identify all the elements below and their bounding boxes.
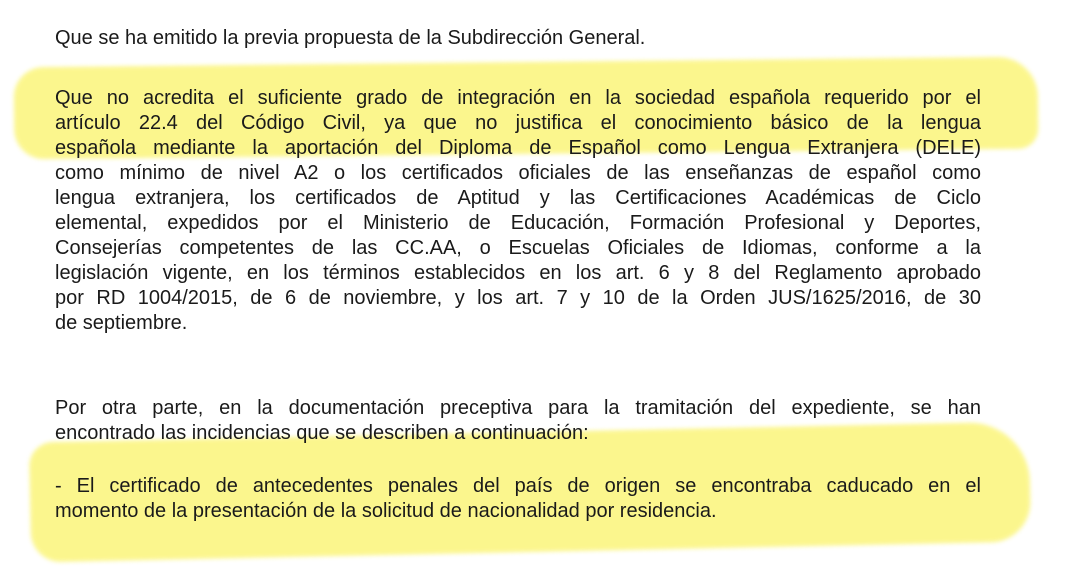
text-line: Por otra parte, en la documentación preceptiva para la tramitación del expediente, se han: [55, 397, 981, 419]
text-line: Que no acredita el suficiente grado de integración en la sociedad española requerido por el: [55, 87, 981, 109]
text-line: elemental, expedidos por el Ministerio de Educación, Formación Profesional y Deportes,: [55, 212, 981, 234]
text-line: lengua extranjera, los certificados de Aptitud y las Certificaciones Académicas de Ciclo: [55, 187, 981, 209]
text-line: - El certificado de antecedentes penales del país de origen se encontraba caducado en el: [55, 475, 981, 497]
paragraph-integration: [55, 86, 981, 336]
text-line: española mediante la aportación del Diploma de Español como Lengua Extranjera (DELE): [55, 137, 981, 159]
paragraph-proposal: [55, 26, 645, 51]
text-line: legislación vigente, en los términos establecidos en los art. 6 y 8 del Reglamento aprobado: [55, 262, 981, 284]
paragraph-incidence: [55, 474, 981, 524]
text-line: Consejerías competentes de las CC.AA, o Escuelas Oficiales de Idiomas, conforme a la: [55, 237, 981, 259]
text-line: como mínimo de nivel A2 o los certificados oficiales de las enseñanzas de español como: [55, 162, 981, 184]
text-line: artículo 22.4 del Código Civil, ya que no justifica el conocimiento básico de la lengua: [55, 112, 981, 134]
text-line: encontrado las incidencias que se describen a continuación:: [55, 422, 589, 444]
text-line: Que se ha emitido la previa propuesta de la Subdirección General.: [55, 27, 646, 49]
text-line: momento de la presentación de la solicitud de nacionalidad por residencia.: [55, 500, 717, 522]
text-line: de septiembre.: [55, 312, 188, 334]
paragraph-documentation: [55, 396, 981, 446]
text-line: por RD 1004/2015, de 6 de noviembre, y los art. 7 y 10 de la Orden JUS/1625/2016, de 30: [55, 287, 981, 309]
